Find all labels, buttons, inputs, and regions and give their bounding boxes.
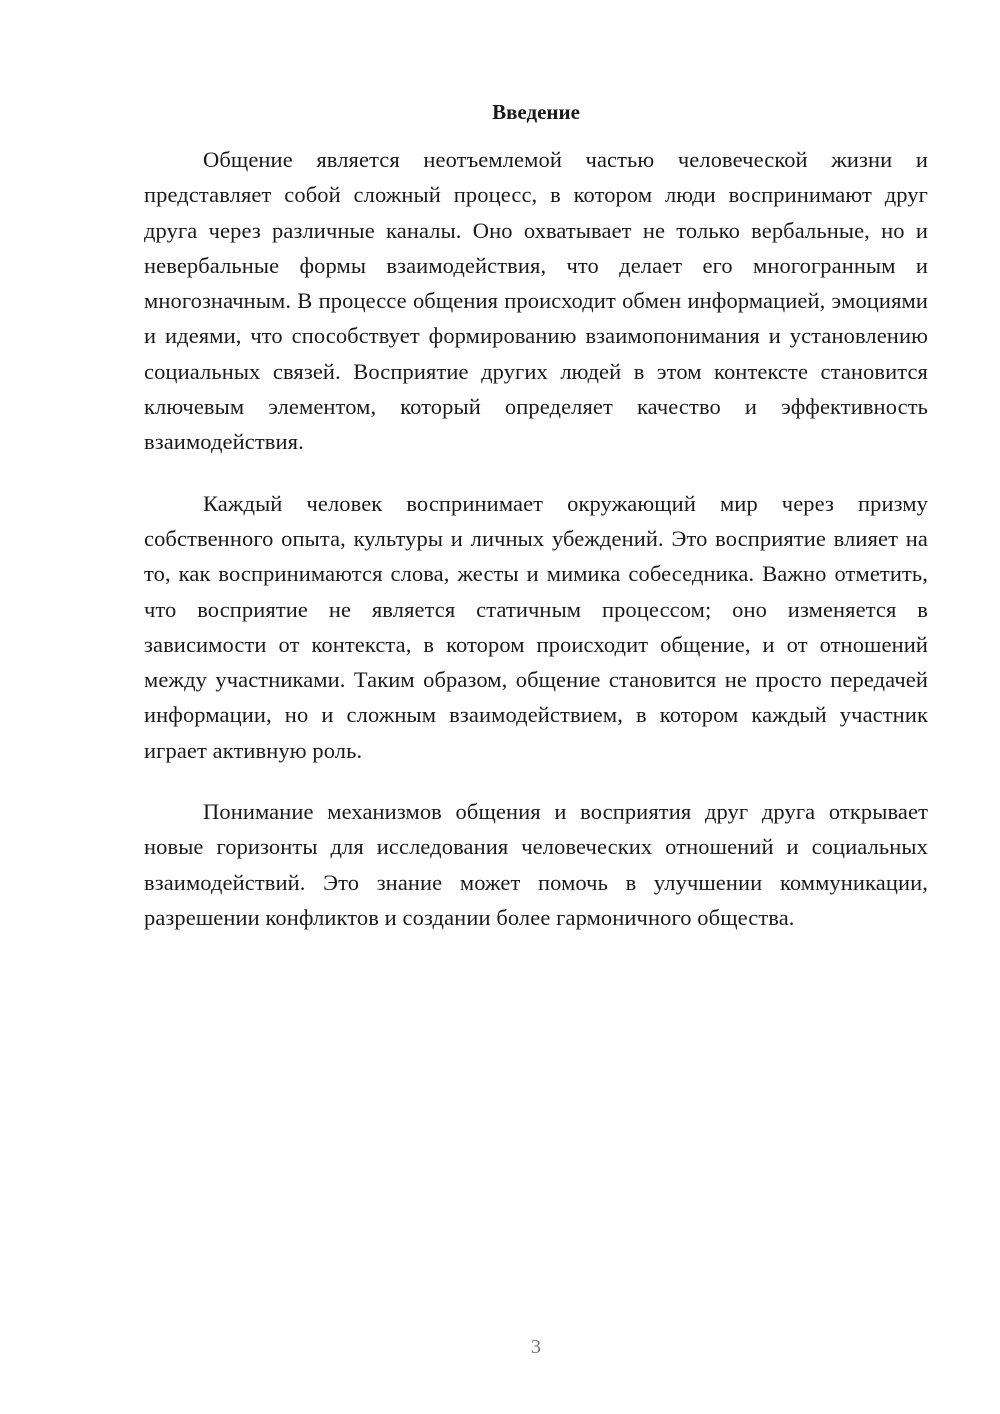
section-title: Введение [492,100,580,124]
body-text [144,142,928,961]
paragraph-2: Каждый человек воспринимает окружающий мир через призму собственного опыта, культуры и личных убеждений. Это восприятие влияет на то, как воспринимаются слова, жесты и мимика собеседника. Важно отметить, что восприятие не является статичным процессом; оно изменяется в зависимости от контекста, в котором происходит общение, и от отношений между участниками. Таким образом, общение становится не просто передачей информации, но и сложным взаимодействием, в котором каждый участник играет активную роль. [144,490,928,763]
paragraph-3: Понимание механизмов общения и восприятия друг друга открывает новые горизонты для исследования человеческих отношений и социальных взаимодействий. Это знание может помочь в улучшении коммуникации, разрешении конфликтов и создании более гармоничного общества. [144,799,928,930]
page-number: 3 [531,1336,541,1358]
paragraph-1: Общение является неотъемлемой частью человеческой жизни и представляет собой сложный процесс, в котором люди воспринимают друг друга через различные каналы. Оно охватывает не только вербальные, но и невербальные формы взаимодействия, что делает его многогранным и многозначным. В процессе общения происходит обмен информацией, эмоциями и идеями, что способствует формированию взаимопонимания и установлению социальных связей. Восприятие других людей в этом контексте становится ключевым элементом, который определяет качество и эффективность взаимодействия. [144,147,928,455]
